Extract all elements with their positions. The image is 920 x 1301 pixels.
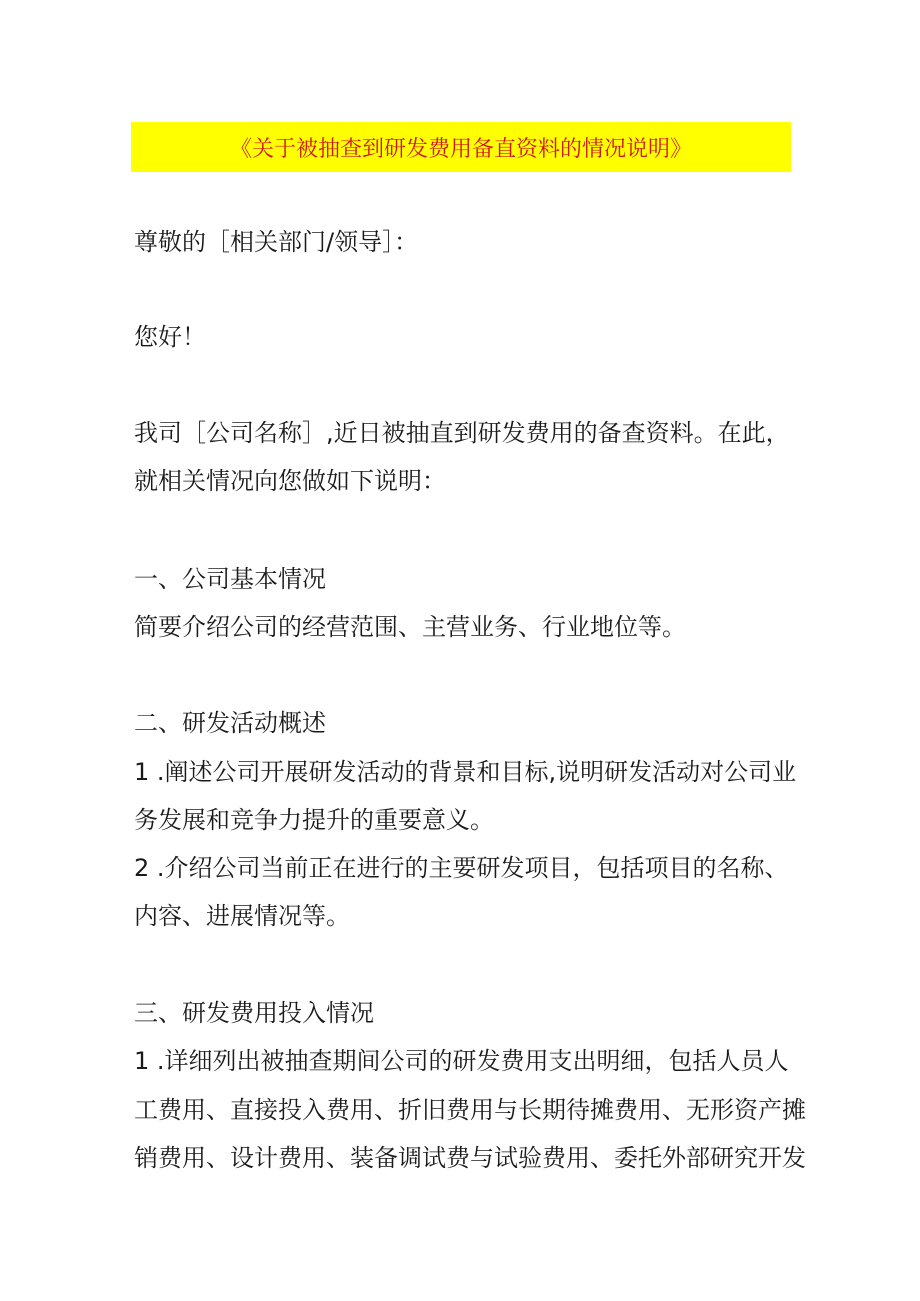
section-heading: 二、研发活动概述 <box>134 709 326 737</box>
paragraph-line: 内容、进展情况等。 <box>134 902 350 930</box>
section-heading: 一、公司基本情况 <box>134 565 326 593</box>
paragraph-line: 销费用、设计费用、装备调试费与试验费用、委托外部研究开发 <box>134 1144 806 1172</box>
paragraph-line: 1 .详细列出被抽查期间公司的研发费用支出明细，包括人员人 <box>134 1047 789 1075</box>
paragraph-line: 2 .介绍公司当前正在进行的主要研发项目，包括项目的名称、 <box>134 854 789 882</box>
section-heading: 三、研发费用投入情况 <box>134 999 374 1027</box>
intro-line: 我司［公司名称］,近日被抽直到研发费用的备查资料。在此， <box>134 419 790 447</box>
paragraph-line: 简要介绍公司的经营范围、主营业务、行业地位等。 <box>134 613 686 641</box>
intro-line: 就相关情况向您做如下说明： <box>134 467 446 495</box>
title-banner <box>131 122 791 172</box>
paragraph-line: 工费用、直接投入费用、折旧费用与长期待摊费用、无形资产摊 <box>134 1096 806 1124</box>
greeting: 您好！ <box>134 323 206 351</box>
document-title: 《关于被抽查到研发费用备直资料的情况说明》 <box>229 136 692 162</box>
paragraph-line: 1 .阐述公司开展研发活动的背景和目标,说明研发活动对公司业 <box>134 758 797 786</box>
paragraph-line: 务发展和竞争力提升的重要意义。 <box>134 806 494 834</box>
salutation: 尊敬的［相关部门/领导］： <box>134 228 419 256</box>
